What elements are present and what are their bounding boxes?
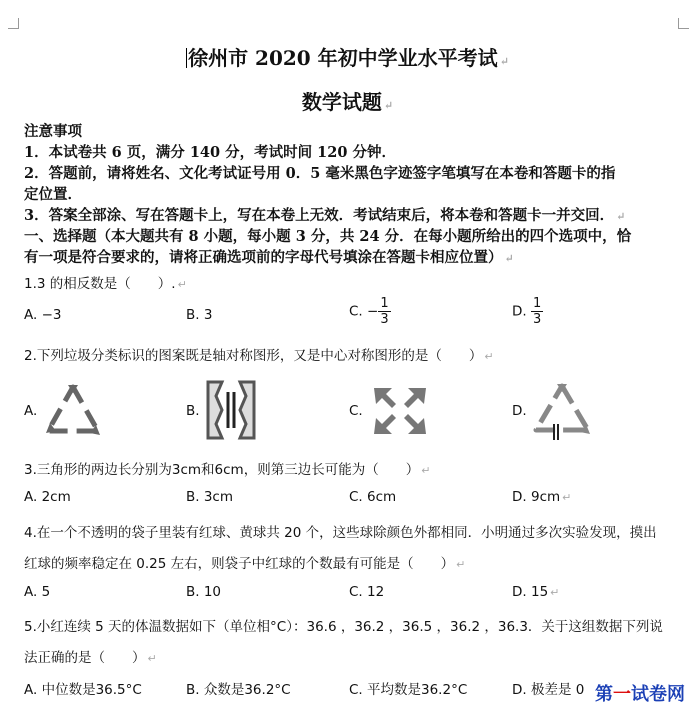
notes-heading: 注意事项 bbox=[24, 123, 82, 140]
q3-option-d: D. 9cm ↵ bbox=[512, 489, 572, 505]
section-heading-cont: 有一项是符合要求的，请将正确选项前的字母代号填涂在答题卡相应位置） ↵ bbox=[24, 249, 514, 266]
q3-option-c: C. 6cm bbox=[349, 489, 397, 505]
q2-option-b: B. bbox=[186, 403, 200, 419]
section-heading: 一、选择题（本大题共有 8 小题，每小题 3 分，共 24 分．在每小题所给出的四个选项中，恰 bbox=[24, 228, 632, 245]
text-cursor bbox=[186, 48, 187, 68]
q4-option-a: A. 5 bbox=[24, 584, 51, 600]
site-watermark: 第一试卷网 bbox=[595, 684, 685, 705]
fraction: $\frac{1}{3}$ bbox=[380, 296, 389, 327]
question-2-stem: 2.下列垃圾分类标识的图案既是轴对称图形，又是中心对称图形的是（ ） ↵ bbox=[24, 348, 494, 364]
question-3-stem: 3.三角形的两边长分别为3cm和6cm，则第三边长可能为（ ） ↵ bbox=[24, 462, 431, 478]
question-5-stem-cont: 法正确的是（ ） ↵ bbox=[24, 650, 157, 666]
q1-option-c: C. − $\frac{1}{3}$ bbox=[349, 296, 389, 327]
q2-option-d: D. bbox=[512, 403, 527, 419]
q5-option-c: C. 平均数是36.2°C bbox=[349, 682, 468, 698]
recycle-triangle-icon bbox=[42, 381, 104, 439]
q3-option-a: A. 2cm bbox=[24, 489, 71, 505]
note-item-1: 1．本试卷共 6 页，满分 140 分，考试时间 120 分钟． bbox=[24, 144, 396, 161]
note-item-3: 3．答案全部涂、写在答题卡上，写在本卷上无效．考试结束后，将本卷和答题卡一并交回． ↵ bbox=[24, 207, 626, 224]
q5-option-a: A. 中位数是36.5°C bbox=[24, 682, 142, 698]
q4-option-b: B. 10 bbox=[186, 584, 222, 600]
q5-option-d: D. 极差是 0 bbox=[512, 682, 585, 698]
inward-arrows-icon bbox=[372, 384, 428, 438]
page-corner-mark bbox=[8, 18, 19, 29]
question-1-stem: 1.3 的相反数是（ ）. ↵ bbox=[24, 276, 187, 292]
note-item-2: 2．答题前，请将姓名、文化考试证号用 0．5 毫米黑色字迹签字笔填写在本卷和答题卡的指 bbox=[24, 165, 616, 182]
q3-option-b: B. 3cm bbox=[186, 489, 234, 505]
q5-option-b: B. 众数是36.2°C bbox=[186, 682, 291, 698]
fraction: $\frac{1}{3}$ bbox=[532, 296, 542, 327]
recycle-triangle-icon bbox=[530, 380, 594, 442]
q1-option-d: D. $\frac{1}{3}$ bbox=[512, 296, 542, 327]
hazard-symbol-icon bbox=[204, 378, 258, 442]
question-4-stem: 4.在一个不透明的袋子里装有红球、黄球共 20 个，这些球除颜色外都相同．小明通过多次实验发现，摸出 bbox=[24, 525, 657, 541]
page-corner-mark bbox=[678, 18, 689, 29]
q1-option-b: B. 3 bbox=[186, 307, 213, 323]
q2-option-c: C. bbox=[349, 403, 363, 419]
q1-option-a: A. −3 bbox=[24, 307, 62, 323]
q4-option-d: D. 15 ↵ bbox=[512, 584, 560, 600]
q2-option-a: A. bbox=[24, 403, 38, 419]
exam-title: 徐州市 2020 年初中学业水平考试 ↵ bbox=[188, 46, 509, 70]
exam-subtitle: 数学试题 ↵ bbox=[301, 90, 394, 114]
question-5-stem: 5.小红连续 5 天的体温数据如下（单位相°C）：36.6 ，36.2 ，36.5 ，36.2 ，36.3．关于这组数据下列说 bbox=[24, 619, 663, 635]
note-item-2-cont: 定位置． bbox=[24, 186, 82, 203]
q4-option-c: C. 12 bbox=[349, 584, 385, 600]
question-4-stem-cont: 红球的频率稳定在 0.25 左右，则袋子中红球的个数最有可能是（ ） ↵ bbox=[24, 556, 466, 572]
